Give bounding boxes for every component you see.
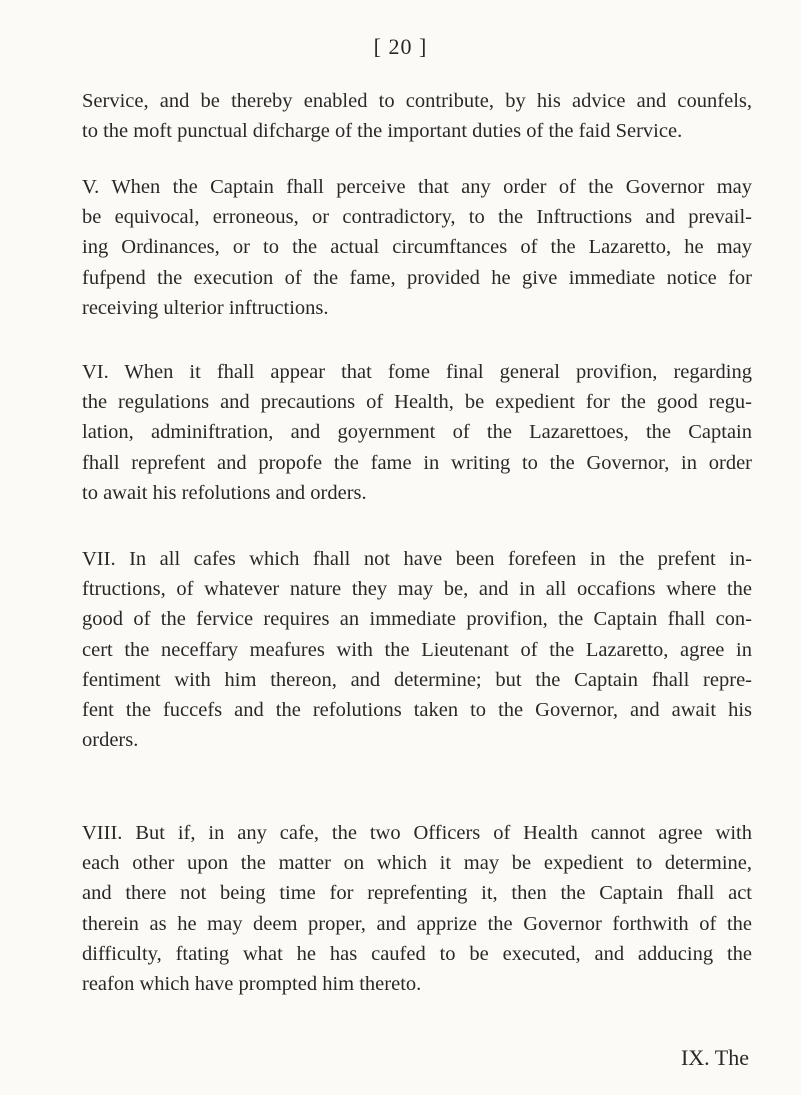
- paragraph-article-v: [82, 172, 752, 323]
- paragraph-article-viii: [82, 818, 752, 999]
- text-line: ftructions, of whatever nature they may be, and in all occafions where the: [82, 578, 752, 601]
- paragraph-article-vii: [82, 544, 752, 755]
- text-line: good of the fervice requires an immediate provifion, the Captain fhall con-: [82, 608, 752, 631]
- text-line: therein as he may deem proper, and apprize the Governor forthwith of the: [82, 912, 752, 935]
- text-line: orders.: [82, 729, 139, 752]
- paragraph-continuation: [82, 86, 752, 146]
- catchword: IX. The: [680, 1045, 749, 1070]
- text-line: and there not being time for reprefenting it, then the Captain fhall act: [82, 882, 752, 905]
- text-line: ing Ordinances, or to the actual circumftances of the Lazaretto, he may: [82, 236, 752, 259]
- text-line: VIII. But if, in any cafe, the two Officers of Health cannot agree with: [82, 822, 752, 844]
- text-line: fent the fuccefs and the refolutions taken to the Governor, and await his: [82, 699, 752, 722]
- text-line: VI. When it fhall appear that fome final general provifion, regarding: [82, 361, 752, 383]
- text-line: fufpend the execution of the fame, provided he give immediate notice for: [82, 266, 752, 289]
- text-line: each other upon the matter on which it may be expedient to determine,: [82, 852, 752, 875]
- text-line: reafon which have prompted him thereto.: [82, 973, 422, 996]
- text-line: lation, adminiftration, and goyernment of the Lazarettoes, the Captain: [82, 421, 752, 444]
- text-line: to the moft punctual difcharge of the important duties of the faid Service.: [82, 120, 683, 143]
- text-line: fhall reprefent and propofe the fame in writing to the Governor, in order: [82, 451, 752, 474]
- page-number: [ 20 ]: [373, 34, 428, 59]
- text-line: V. When the Captain fhall perceive that any order of the Governor may: [82, 176, 752, 198]
- paragraph-article-vi: [82, 357, 752, 508]
- text-line: Service, and be thereby enabled to contribute, by his advice and counfels,: [82, 90, 752, 112]
- text-line: to await his refolutions and orders.: [82, 481, 367, 504]
- text-line: the regulations and precautions of Health, be expedient for the good regu-: [82, 391, 752, 414]
- text-line: cert the neceffary meafures with the Lieutenant of the Lazaretto, agree in: [82, 638, 752, 661]
- text-line: receiving ulterior inftructions.: [82, 296, 329, 319]
- text-line: be equivocal, erroneous, or contradictory, to the Inftructions and prevail-: [82, 206, 752, 229]
- text-line: VII. In all cafes which fhall not have been forefeen in the prefent in-: [82, 548, 752, 570]
- text-line: difficulty, ftating what he has caufed to be executed, and adducing the: [82, 942, 752, 965]
- text-line: fentiment with him thereon, and determine; but the Captain fhall repre-: [82, 668, 752, 691]
